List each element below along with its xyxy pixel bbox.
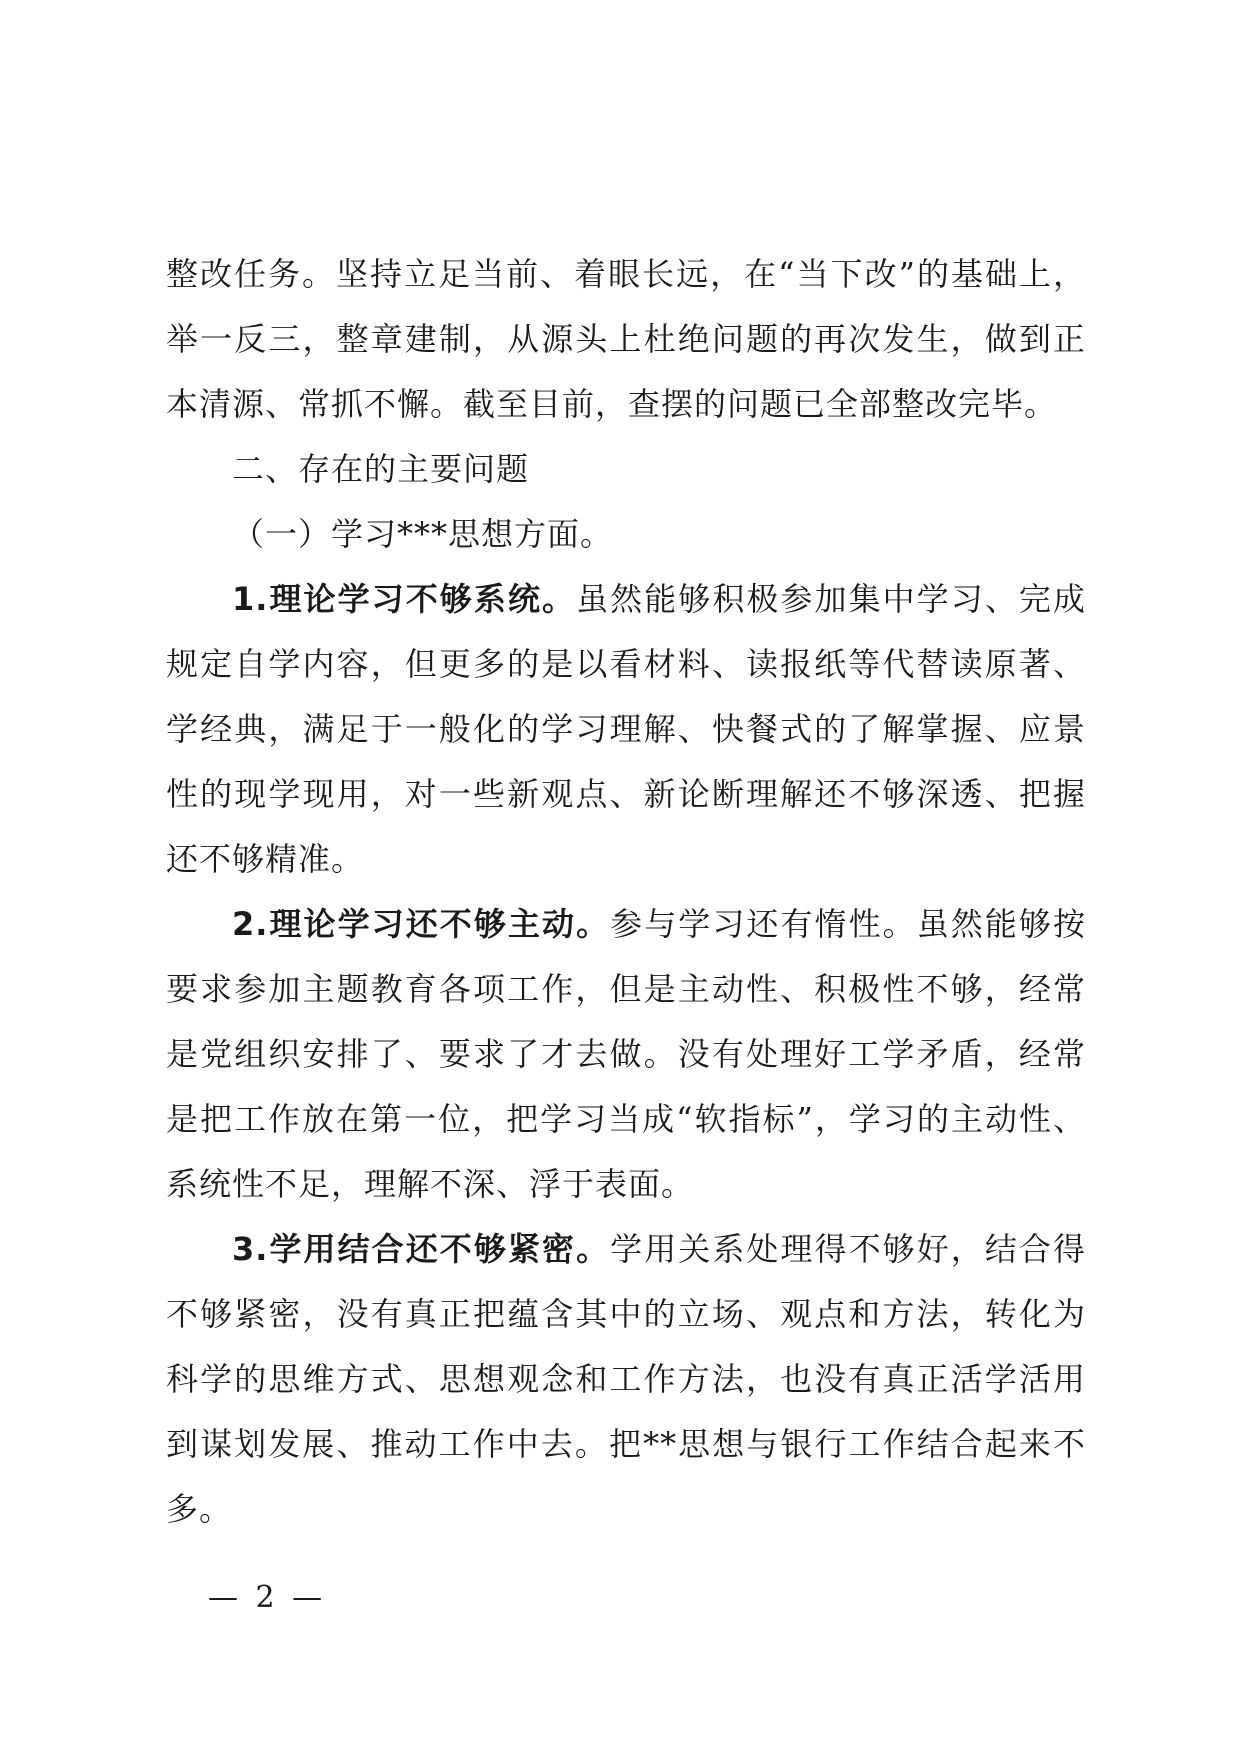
item-text: 参与学习还有惰性。虽然能够按要求参加主题教育各项工作，但是主动性、积极性不够，经常是党组织安排了、要求了才去做。没有处理好工学矛盾，经常是把工作放在第一位，把学习当成“软指标”，学习的主动性、系统性不足，理解不深、浮于表面。 — [166, 905, 1086, 1203]
subsection-heading — [166, 502, 1086, 567]
item-lead: 3.学用结合还不够紧密。 — [232, 1230, 611, 1268]
item-lead: 2.理论学习还不够主动。 — [232, 905, 611, 943]
paragraph-continuation — [166, 242, 1086, 437]
section-heading — [166, 437, 1086, 502]
subheading-text: （一）学习***思想方面。 — [232, 515, 614, 553]
item-text: 学用关系处理得不够好，结合得不够紧密，没有真正把蕴含其中的立场、观点和方法，转化为科学的思维方式、思想观念和工作方法，也没有真正活学活用到谋划发展、推动工作中去。把**思想与银行工作结合起来不多。 — [166, 1230, 1086, 1528]
item-lead: 1.理论学习不够系统。 — [232, 580, 577, 618]
page-number: — 2 — — [208, 1580, 327, 1615]
paragraph-text: 整改任务。坚持立足当前、着眼长远，在“当下改”的基础上，举一反三，整章建制，从源头上杜绝问题的再次发生，做到正本清源、常抓不懈。截至目前，查摆的问题已全部整改完毕。 — [166, 255, 1086, 423]
list-item — [166, 892, 1086, 1217]
heading-text: 二、存在的主要问题 — [232, 450, 530, 488]
list-item — [166, 1217, 1086, 1542]
list-item — [166, 567, 1086, 892]
item-text: 虽然能够积极参加集中学习、完成规定自学内容，但更多的是以看材料、读报纸等代替读原著、学经典，满足于一般化的学习理解、快餐式的了解掌握、应景性的现学现用，对一些新观点、新论断理解还不够深透、把握还不够精准。 — [166, 580, 1086, 878]
document-body — [166, 242, 1086, 1542]
